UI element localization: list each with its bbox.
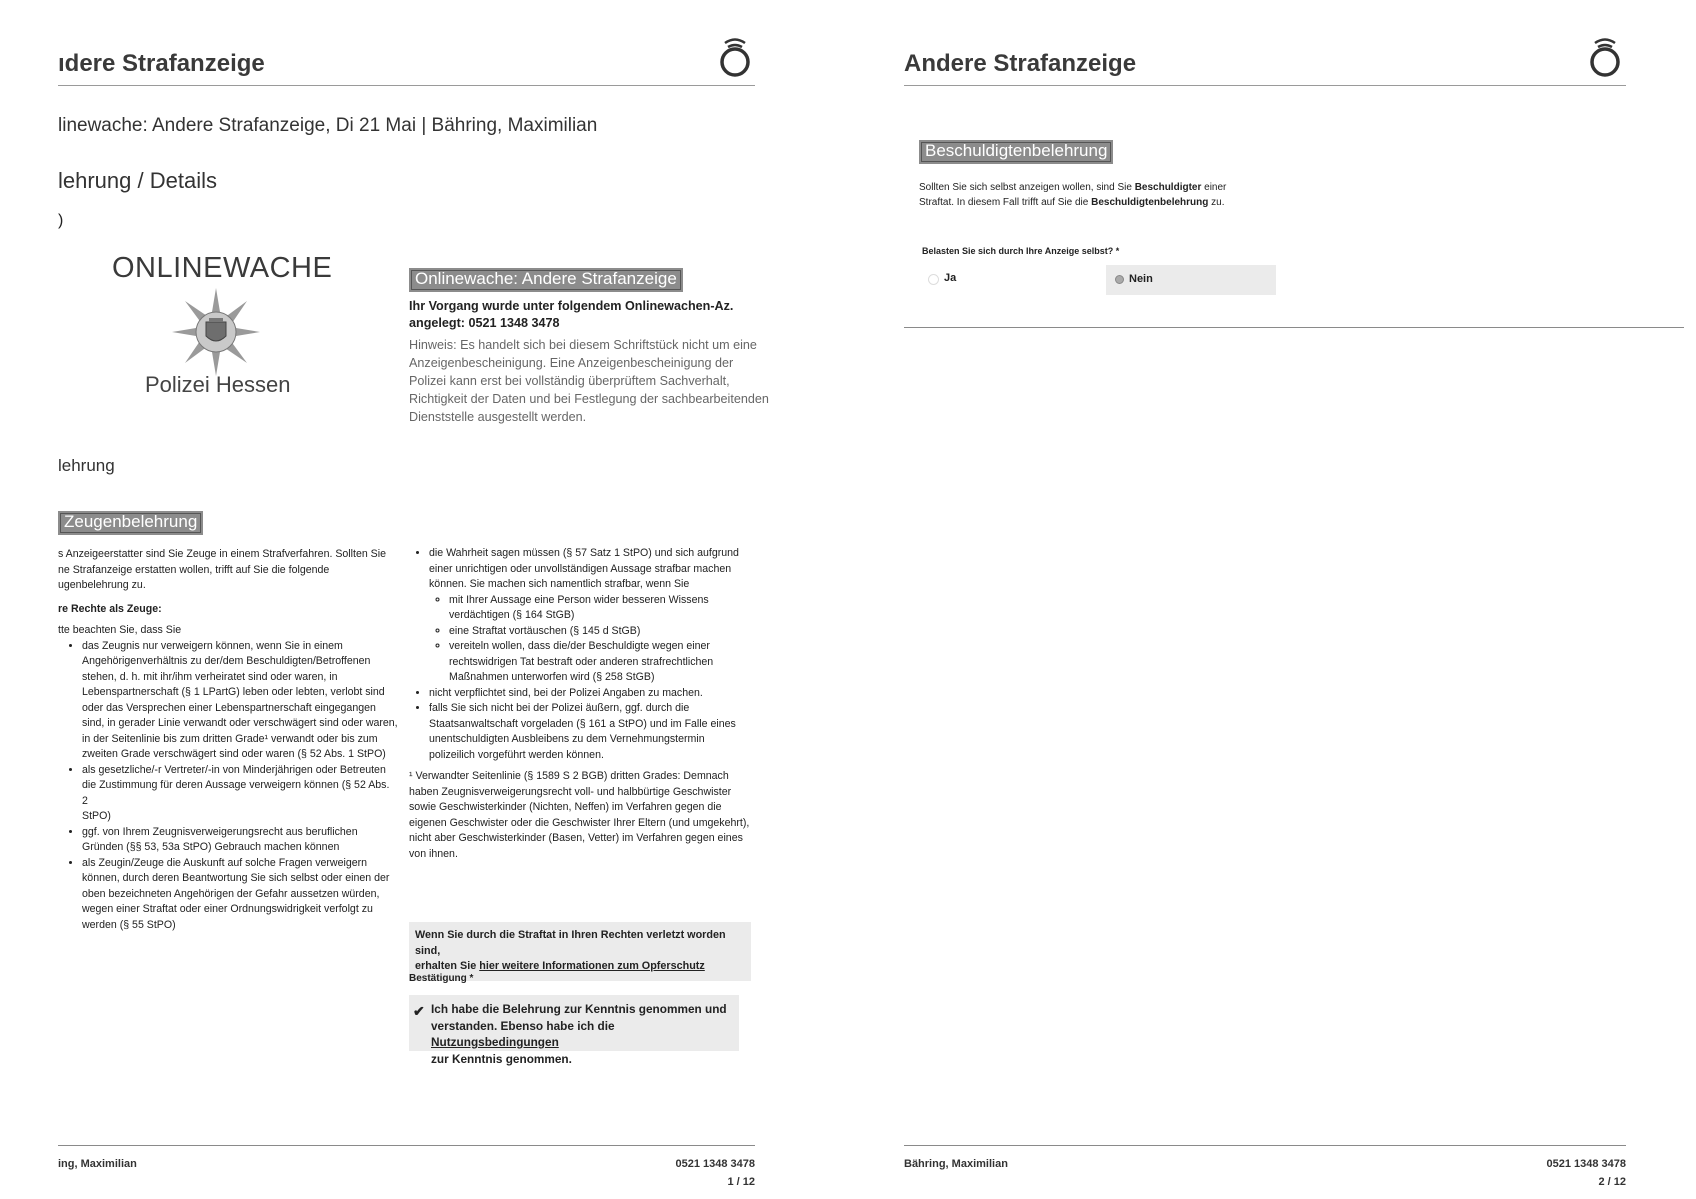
bullet-line: stehen, d. h. mit ihr/ihm verheiratet sind oder waren, in	[82, 670, 338, 683]
bullet-line: • ggf. von Ihrem Zeugnisverweigerungsrecht aus beruflichen	[82, 825, 358, 838]
page-number: 2 / 12	[1598, 1176, 1626, 1188]
left-bullet-list	[58, 639, 398, 934]
bullet-line: können. Sie machen sich namentlich strafbar, wenn Sie	[429, 578, 690, 590]
bullet-line: Maßnahmen unterworfen wird (§ 258 StGB)	[449, 671, 655, 683]
opferschutz-link[interactable]: hier weitere Informationen zum Opferschutz	[479, 960, 705, 972]
bullet-line: • als Zeugin/Zeuge die Auskunft auf solche Fragen verweigern	[82, 856, 368, 869]
text-line	[919, 180, 1226, 195]
list-item	[82, 825, 398, 856]
bullet-line: Angehörigenverhältnis zu der/dem Beschuldigten/Betroffenen	[82, 655, 371, 667]
sub-bullet-list	[429, 593, 754, 686]
bestaetigung-label: Bestätigung *	[409, 973, 474, 984]
option-nein-label: Nein	[1129, 273, 1153, 285]
case-line: linewache: Andere Strafanzeige, Di 21 Mai | Bähring, Maximilian	[58, 115, 598, 136]
list-item	[429, 701, 754, 763]
self-incrimination-question: Belasten Sie sich durch Ihre Anzeige selbst? *	[922, 246, 1120, 256]
footer-name: Bähring, Maximilian	[904, 1158, 1008, 1170]
bullet-line: Lebenspartnerschaft (§ 1 LPartG) leben oder lebten, verlobt sind	[82, 686, 385, 698]
bullet-line: einer unrichtigen oder unvollständigen Aussage strafbar machen	[429, 562, 732, 575]
beachten-line: tte beachten Sie, dass Sie	[58, 624, 182, 636]
confirmation-line	[431, 1018, 736, 1051]
option-ja-label: Ja	[944, 272, 957, 284]
list-item	[449, 624, 754, 640]
bullet-line: StPO)	[82, 810, 111, 822]
option-nein[interactable]	[1106, 265, 1276, 295]
list-item	[429, 546, 754, 686]
bullet-line: die Zustimmung für deren Aussage verweigern können (§ 52 Abs. 2	[82, 779, 390, 807]
footnote	[409, 769, 754, 862]
zeugenbelehrung-heading: Zeugenbelehrung	[58, 511, 203, 535]
bullet-line: oben bezeichneten Angehörigen der Gefahr aussetzen würden,	[82, 887, 380, 900]
police-star-icon	[172, 288, 260, 376]
hint-line: Anzeigenbescheinigung. Eine Anzeigenbescheinigung der	[409, 356, 734, 370]
list-item	[429, 686, 754, 702]
az-notice	[409, 298, 733, 332]
onlinewache-box-heading: Onlinewache: Andere Strafanzeige	[409, 268, 683, 292]
intro-line: s Anzeigeerstatter sind Sie Zeuge in einem Strafverfahren. Sollten Sie	[58, 548, 386, 560]
az-notice-line: angelegt: 0521 1348 3478	[409, 316, 560, 330]
list-item	[82, 856, 398, 934]
rights-heading: re Rechte als Zeuge:	[58, 602, 162, 615]
footer-az: 0521 1348 3478	[1546, 1158, 1626, 1170]
text-part: Straftat. In diesem Fall trifft auf Sie die	[919, 197, 1092, 208]
intro-line: ne Strafanzeige erstatten wollen, trifft auf Sie die folgende	[58, 563, 330, 576]
left-column	[58, 547, 398, 933]
text-bold: Beschuldigter	[1134, 182, 1202, 193]
section-divider	[904, 327, 1684, 328]
bullet-line: Staatsanwaltschaft vorgeladen (§ 161 a StPO) und im Falle eines	[429, 717, 736, 730]
text-part: einer	[1201, 182, 1227, 193]
footer-name: ing, Maximilian	[58, 1158, 137, 1170]
document-page-2	[848, 0, 1696, 1199]
header-rule	[58, 85, 755, 86]
option-ja[interactable]	[922, 265, 1082, 293]
footnote-line: haben Zeugnisverweigerungsrecht voll- und halbbürtige Geschwister	[409, 785, 732, 798]
hint-text	[409, 336, 769, 426]
right-column	[409, 546, 754, 862]
opferschutz-box	[409, 922, 751, 981]
radio-nein-icon[interactable]	[1115, 275, 1124, 284]
header-rule	[904, 85, 1626, 86]
footer-az: 0521 1348 3478	[675, 1158, 755, 1170]
footnote-line: ¹ Verwandter Seitenlinie (§ 1589 S 2 BGB) dritten Grades: Demnach	[409, 770, 729, 782]
bullet-line: • falls Sie sich nicht bei der Polizei äußern, ggf. durch die	[429, 702, 690, 714]
bullet-line: ◦ vereiteln wollen, dass die/der Beschuldigte wegen einer	[449, 640, 710, 652]
page-header-title: ıdere Strafanzeige	[58, 50, 265, 77]
hint-line: Richtigkeit der Daten und bei Festlegung der sachbearbeitenden	[409, 392, 769, 406]
right-bullet-list	[409, 546, 754, 763]
list-item	[449, 593, 754, 624]
section-heading: lehrung / Details	[58, 168, 217, 193]
bullet-line: werden (§ 55 StPO)	[82, 918, 176, 931]
text-part: Sollten Sie sich selbst anzeigen wollen, sind Sie	[919, 182, 1135, 193]
confirmation-prefix: verstanden. Ebenso habe ich die	[431, 1018, 615, 1033]
footer-rule	[904, 1145, 1626, 1146]
hint-line: Dienststelle ausgestellt werden.	[409, 410, 587, 424]
page-number: 1 / 12	[727, 1176, 755, 1188]
bullet-line: oder das Versprechen einer Lebenspartnerschaft eingegangen	[82, 701, 376, 714]
footer-rule	[58, 1145, 755, 1146]
bullet-line: • nicht verpflichtet sind, bei der Polizei Angaben zu machen.	[429, 686, 703, 699]
az-notice-line: Ihr Vorgang wurde unter folgendem Onlinewachen-Az.	[409, 299, 734, 313]
opferschutz-line: Wenn Sie durch die Straftat in Ihren Rechten verletzt worden sind,	[415, 929, 726, 957]
bullet-line: ◦ eine Straftat vortäuschen (§ 145 d StGB)	[449, 624, 641, 637]
bullet-line: • das Zeugnis nur verweigern können, wenn Sie in einem	[82, 639, 343, 652]
list-item	[82, 763, 398, 825]
confirmation-checkbox[interactable]	[409, 995, 739, 1066]
confirmation-text	[431, 1001, 736, 1067]
page-header-title: Andere Strafanzeige	[904, 50, 1137, 77]
footnote-line: nicht aber Geschwisterkinder (Basen, Vetter) im Verfahren gegen eines	[409, 832, 743, 844]
bullet-line: • die Wahrheit sagen müssen (§ 57 Satz 1 StPO) und sich aufgrund	[429, 547, 739, 559]
text-line	[919, 195, 1226, 210]
bullet-line: ◦ mit Ihrer Aussage eine Person wider besseren Wissens	[449, 593, 709, 606]
bullet-line: rechtswidrigen Tat bestraft oder anderen strafrechtlichen	[449, 655, 714, 668]
bullet-line: können, durch deren Beantwortung Sie sich selbst oder einen der	[82, 872, 390, 884]
footnote-line: von ihnen.	[409, 847, 458, 860]
beschuldigtenbelehrung-heading: Beschuldigtenbelehrung	[919, 140, 1113, 164]
bullet-line: zweiten Grade verschwägert sind oder waren (§ 52 Abs. 1 StPO)	[82, 748, 386, 760]
list-item	[82, 639, 398, 763]
hint-line: Hinweis: Es handelt sich bei diesem Schriftstück nicht um eine	[409, 338, 757, 352]
onlinewache-logo-title: ONLINEWACHE	[112, 252, 333, 284]
bullet-line: unentschuldigten Ausbleibens zu dem Vernehmungstermin	[429, 733, 705, 745]
radio-ja-icon[interactable]	[928, 274, 939, 285]
bullet-line: polizeilich vorgeführt werden können.	[429, 748, 604, 761]
hint-line: Polizei kann erst bei vollständig überprüftem Sachverhalt,	[409, 374, 730, 388]
police-logo-icon	[718, 34, 752, 78]
footnote-line: eigenen Geschwister oder die Geschwister Ihrer Eltern (und umgekehrt),	[409, 816, 750, 829]
nutzungsbedingungen-link[interactable]: Nutzungsbedingungen	[431, 1035, 559, 1049]
bullet-line: • als gesetzliche/-r Vertreter/-in von Minderjährigen oder Betreuten	[82, 763, 386, 776]
text-part: zu.	[1208, 197, 1225, 208]
footnote-line: sowie Geschwisterkinder (Nichten, Neffen) im Verfahren gegen die	[409, 801, 722, 813]
checkmark-icon: ✔	[413, 1003, 425, 1019]
onlinewache-logo-subtitle: Polizei Hessen	[145, 372, 291, 397]
bullet-line: Gründen (§§ 53, 53a StPO) Gebrauch machen können	[82, 841, 340, 853]
bullet-line: verdächtigen (§ 164 StGB)	[449, 609, 575, 621]
section-marker: )	[58, 212, 64, 229]
bullet-line: sind, in gerader Linie verwandt oder verschwägert sind oder waren,	[82, 717, 398, 729]
intro-line: ugenbelehrung zu.	[58, 579, 146, 591]
opferschutz-prefix: erhalten Sie	[415, 960, 480, 972]
text-bold: Beschuldigtenbelehrung	[1091, 197, 1209, 208]
belehrung-heading: lehrung	[58, 456, 115, 475]
beschuldigten-text	[919, 180, 1226, 210]
confirmation-line: Ich habe die Belehrung zur Kenntnis genommen und	[431, 1002, 727, 1016]
confirmation-line: zur Kenntnis genommen.	[431, 1051, 572, 1066]
bullet-line: wegen einer Straftat oder einer Ordnungswidrigkeit verfolgt zu	[82, 903, 373, 915]
bullet-line: in der Seitenlinie bis zum dritten Grade¹ verwandt oder bis zum	[82, 732, 378, 745]
list-item	[449, 639, 754, 686]
police-logo-icon	[1588, 34, 1622, 78]
